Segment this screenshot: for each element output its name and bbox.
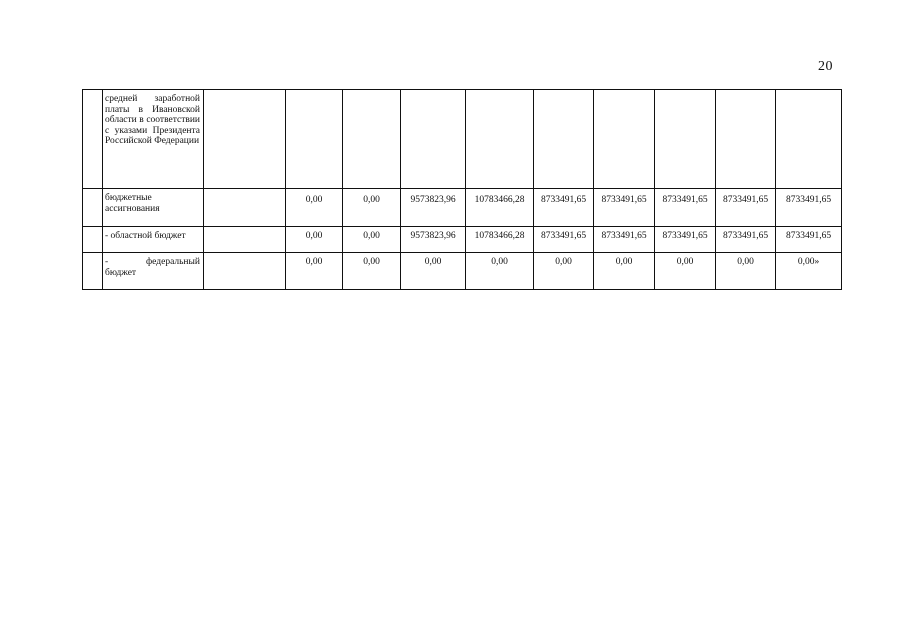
value-cell: 0,00 bbox=[286, 253, 343, 290]
table-row bbox=[83, 227, 842, 253]
value-cell: 8733491,65 bbox=[655, 189, 716, 227]
value-cell: 0,00 bbox=[594, 253, 655, 290]
value-cell: 10783466,28 bbox=[466, 189, 534, 227]
row-number-cell bbox=[83, 189, 103, 227]
value-cell bbox=[776, 90, 842, 189]
value-cell bbox=[401, 90, 466, 189]
value-cell bbox=[655, 90, 716, 189]
empty-cell bbox=[204, 90, 286, 189]
value-cell: 9573823,96 bbox=[401, 227, 466, 253]
value-cell bbox=[716, 90, 776, 189]
value-cell: 0,00 bbox=[534, 253, 594, 290]
table-row bbox=[83, 189, 842, 227]
value-cell: 0,00 bbox=[466, 253, 534, 290]
empty-cell bbox=[204, 189, 286, 227]
value-cell: 8733491,65 bbox=[594, 189, 655, 227]
row-label-cell: средней заработной платы в Ивановской области в соответствии с указами Президента Российской Федерации bbox=[103, 90, 204, 189]
row-number-cell bbox=[83, 253, 103, 290]
value-cell: 0,00» bbox=[776, 253, 842, 290]
value-cell: 0,00 bbox=[286, 227, 343, 253]
row-label-cell: бюджетные ассигнования bbox=[103, 189, 204, 227]
row-label-cell bbox=[103, 253, 204, 290]
value-cell: 8733491,65 bbox=[534, 189, 594, 227]
row-number-cell bbox=[83, 90, 103, 189]
value-cell: 8733491,65 bbox=[776, 227, 842, 253]
value-cell: 0,00 bbox=[655, 253, 716, 290]
label-word: федеральный bbox=[146, 257, 200, 267]
empty-cell bbox=[204, 227, 286, 253]
value-cell: 9573823,96 bbox=[401, 189, 466, 227]
value-cell bbox=[343, 90, 401, 189]
page-number: 20 bbox=[818, 59, 833, 74]
value-cell: 10783466,28 bbox=[466, 227, 534, 253]
value-cell: 8733491,65 bbox=[776, 189, 842, 227]
empty-cell bbox=[204, 253, 286, 290]
budget-table bbox=[82, 89, 842, 290]
value-cell: 8733491,65 bbox=[716, 189, 776, 227]
value-cell bbox=[594, 90, 655, 189]
value-cell: 0,00 bbox=[401, 253, 466, 290]
value-cell: 8733491,65 bbox=[534, 227, 594, 253]
value-cell: 0,00 bbox=[716, 253, 776, 290]
value-cell bbox=[534, 90, 594, 189]
row-number-cell bbox=[83, 227, 103, 253]
value-cell: 0,00 bbox=[286, 189, 343, 227]
table-row bbox=[83, 90, 842, 189]
value-cell: 8733491,65 bbox=[594, 227, 655, 253]
value-cell: 0,00 bbox=[343, 253, 401, 290]
value-cell: 8733491,65 bbox=[716, 227, 776, 253]
value-cell: 0,00 bbox=[343, 227, 401, 253]
row-label-cell: - областной бюджет bbox=[103, 227, 204, 253]
label-line2: бюджет bbox=[105, 267, 137, 278]
value-cell: 0,00 bbox=[343, 189, 401, 227]
value-cell: 8733491,65 bbox=[655, 227, 716, 253]
value-cell bbox=[466, 90, 534, 189]
value-cell bbox=[286, 90, 343, 189]
table-row bbox=[83, 253, 842, 290]
label-dash: - bbox=[105, 257, 109, 267]
